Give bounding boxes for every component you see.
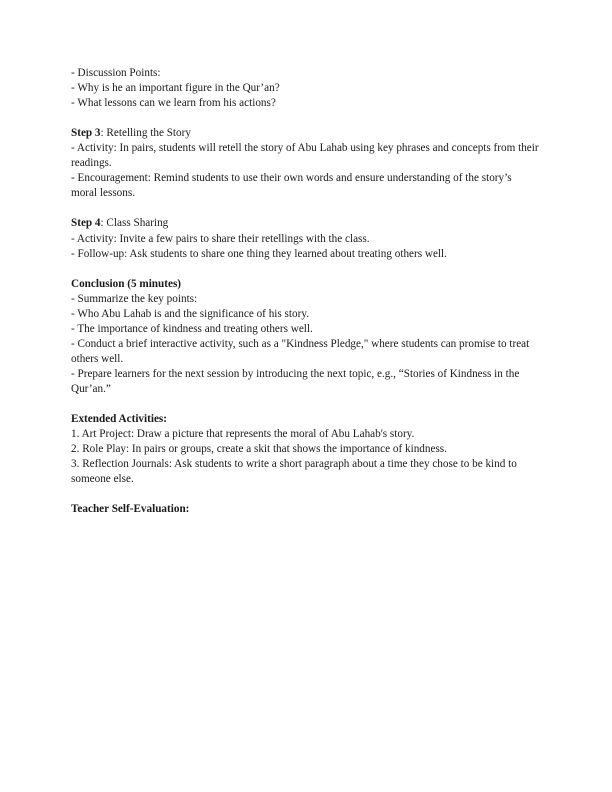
conclusion-heading: Conclusion (5 minutes)	[71, 277, 182, 290]
step-4-followup: - Follow-up: Ask students to share one thing they learned about treating others well.	[71, 247, 447, 260]
conclusion-point-2: - The importance of kindness and treating others well.	[71, 322, 313, 335]
spacer	[71, 262, 540, 277]
step-4-block	[71, 216, 540, 261]
conclusion-point-4: - Prepare learners for the next session by introducing the next topic, e.g., “Stories of Kindness in the Qur’an.”	[71, 367, 520, 395]
teacher-self-evaluation-block	[71, 502, 540, 517]
spacer	[71, 397, 540, 412]
step-4-activity: - Activity: Invite a few pairs to share their retellings with the class.	[71, 232, 370, 245]
step-3-title: : Retelling the Story	[100, 127, 191, 140]
teacher-self-evaluation-heading: Teacher Self-Evaluation:	[71, 503, 190, 516]
spacer	[71, 201, 540, 216]
step-4-label: Step 4	[71, 217, 101, 230]
discussion-points-label: - Discussion Points:	[71, 67, 161, 79]
discussion-points-block	[71, 66, 540, 111]
step-3-heading	[71, 126, 540, 141]
extended-activity-item-1: 1. Art Project: Draw a picture that represents the moral of Abu Lahab's story.	[71, 428, 415, 441]
step-4-title: : Class Sharing	[100, 217, 169, 230]
extended-activities-block	[71, 412, 540, 487]
spacer	[71, 487, 540, 502]
step-3-label: Step 3	[71, 127, 101, 140]
spacer	[71, 111, 540, 126]
discussion-question-2: - What lessons can we learn from his actions?	[71, 97, 276, 110]
discussion-question-1: - Why is he an important figure in the Qur’an?	[71, 82, 280, 95]
document-body	[71, 66, 540, 517]
step-3-encouragement: - Encouragement: Remind students to use their own words and ensure understanding of the story’s moral lessons.	[71, 172, 512, 200]
conclusion-point-3: - Conduct a brief interactive activity, such as a "Kindness Pledge," where students can promise to treat others well.	[71, 337, 530, 365]
step-3-block	[71, 126, 540, 201]
step-3-activity: - Activity: In pairs, students will retell the story of Abu Lahab using key phrases and concepts from their readings.	[71, 142, 539, 170]
extended-activity-item-3: 3. Reflection Journals: Ask students to write a short paragraph about a time they chose to be kind to someone else.	[71, 458, 517, 486]
step-4-heading	[71, 216, 540, 231]
conclusion-block	[71, 277, 540, 397]
conclusion-summary-label: - Summarize the key points:	[71, 292, 198, 305]
extended-activities-heading: Extended Activities:	[71, 413, 168, 426]
conclusion-point-1: - Who Abu Lahab is and the significance of his story.	[71, 307, 309, 320]
extended-activity-item-2: 2. Role Play: In pairs or groups, create a skit that shows the importance of kindness.	[71, 443, 447, 456]
